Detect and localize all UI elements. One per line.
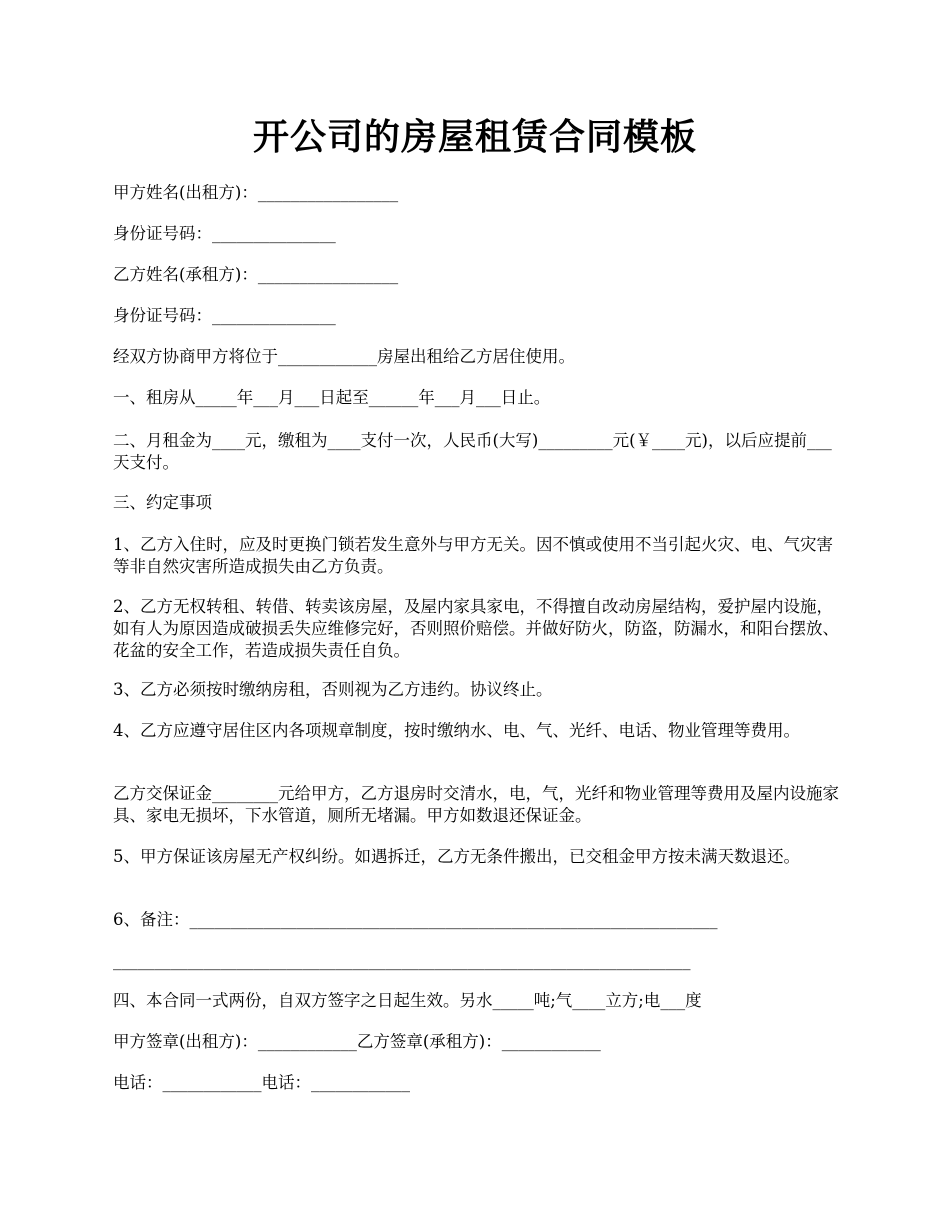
- lessor-name-line: 甲方姓名(出租方)：_________________: [113, 183, 399, 202]
- remarks-continuation-line: ______________________________________________________________________: [113, 951, 691, 970]
- clause-4: 4、乙方应遵守居住区内各项规章制度，按时缴纳水、电、气、光纤、电话、物业管理等费用。: [113, 721, 800, 740]
- clause-3: 3、乙方必须按时缴纳房租，否则视为乙方违约。协议终止。: [113, 680, 553, 699]
- rent-paragraph: 二、月租金为____元，缴租为____支付一次，人民币(大写)_________元(￥____元)，以后应提前___天支付。: [113, 431, 832, 472]
- phone-line: 电话：____________电话：____________: [113, 1073, 410, 1092]
- signature-line: 甲方签章(出租方)：____________乙方签章(承租方)：____________: [113, 1032, 601, 1051]
- lessor-id-line: 身份证号码：_______________: [113, 224, 336, 243]
- deposit-paragraph: 乙方交保证金________元给甲方，乙方退房时交清水，电，气，光纤和物业管理等费用及屋内设施家具、家电无损坏，下水管道，厕所无堵漏。甲方如数退还保证金。: [113, 784, 839, 825]
- premises-paragraph: 经双方协商甲方将位于____________房屋出租给乙方居住使用。: [113, 347, 575, 366]
- clause-2: 2、乙方无权转租、转借、转卖该房屋，及屋内家具家电，不得擅自改动房屋结构，爱护屋内设施，如有人为原因造成破损丢失应维修完好，否则照价赔偿。并做好防火，防盗，防漏水，和阳台摆放、花盆的安全工作，若造成损失责任自负。: [113, 597, 839, 660]
- section-heading-agreements: 三、约定事项: [113, 493, 212, 512]
- clause-6-remarks: 6、备注：________________________________________________________________: [113, 910, 718, 929]
- document-title: 开公司的房屋租赁合同模板: [252, 116, 697, 158]
- lessee-name-line: 乙方姓名(承租方)：_________________: [113, 265, 399, 284]
- clause-1: 1、乙方入住时，应及时更换门锁若发生意外与甲方无关。因不慎或使用不当引起火灾、电、气灾害等非自然灾害所造成损失由乙方负责。: [113, 535, 833, 576]
- section-4-effective: 四、本合同一式两份，自双方签字之日起生效。另水_____吨;气____立方;电___度: [113, 991, 702, 1010]
- clause-5: 5、甲方保证该房屋无产权纠纷。如遇拆迁，乙方无条件搬出，已交租金甲方按未满天数退还。: [113, 847, 800, 866]
- term-paragraph: 一、租房从_____年___月___日起至______年___月___日止。: [113, 388, 551, 407]
- lessee-id-line: 身份证号码：_______________: [113, 306, 336, 325]
